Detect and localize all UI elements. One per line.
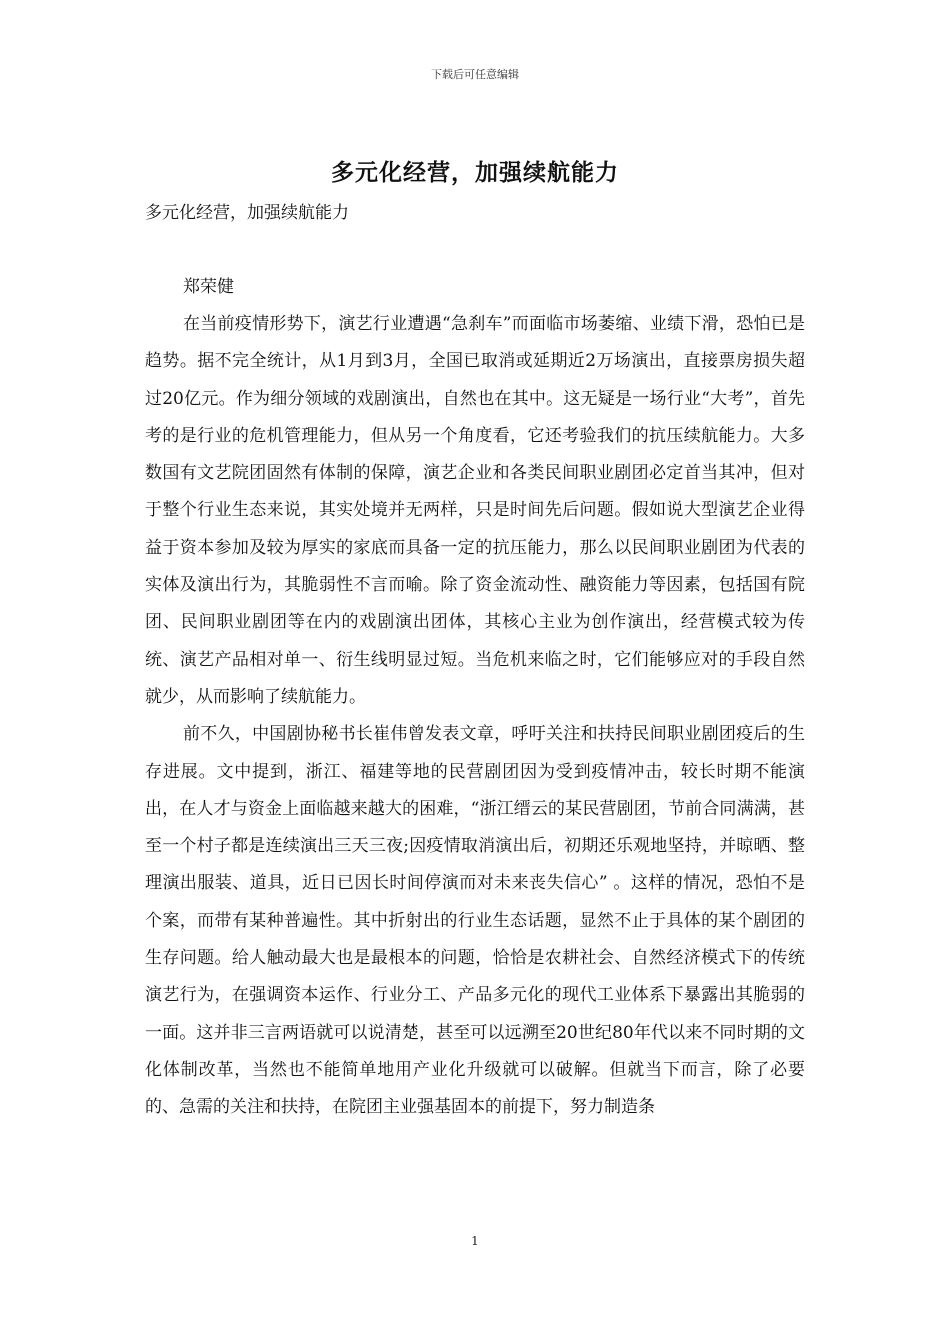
paragraph: 前不久，中国剧协秘书长崔伟曾发表文章，呼吁关注和扶持民间职业剧团疫后的生存进展。文中提到，浙江、福建等地的民营剧团因为受到疫情冲击，较长时期不能演出，在人才与资金上面临越来越大的困难，“浙江缙云的某民营剧团，节前合同满满，甚至一个村子都是连续演出三天三夜;因疫情取消演出后，初期还乐观地坚持，并晾晒、整理演出服装、道具，近日已因长时间停演而对未来丧失信心” 。这样的情况，恐怕不是个案，而带有某种普遍性。其中折射出的行业生态话题，显然不止于具体的某个剧团的生存问题。给人触动最大也是最根本的问题，恰恰是农耕社会、自然经济模式下的传统演艺行为，在强调资本运作、行业分工、产品多元化的现代工业体系下暴露出其脆弱的一面。这并非三言两语就可以说清楚，甚至可以远溯至20世纪80年代以来不同时期的文化体制改革，当然也不能简单地用产业化升级就可以破解。但就当下而言，除了必要的、急需的关注和扶持，在院团主业强基固本的前提下，努力制造条 — [145, 724, 805, 1118]
document-subtitle: 多元化经营，加强续航能力 — [145, 203, 349, 223]
header-note: 下载后可任意编辑 — [431, 68, 519, 81]
page-number: 1 — [471, 1234, 479, 1248]
paragraph: 在当前疫情形势下，演艺行业遭遇“急刹车”而面临市场萎缩、业绩下滑，恐怕已是趋势。据不完全统计，从1月到3月，全国已取消或延期近2万场演出，直接票房损失超过20亿元。作为细分领域的戏剧演出，自然也在其中。这无疑是一场行业“大考”，首先考的是行业的危机管理能力，但从另一个角度看，它还考验我们的抗压续航能力。大多数国有文艺院团固然有体制的保障，演艺企业和各类民间职业剧团必定首当其冲，但对于整个行业生态来说，其实处境并无两样，只是时间先后问题。假如说大型演艺企业得益于资本参加及较为厚实的家底而具备一定的抗压能力，那么以民间职业剧团为代表的实体及演出行为，其脆弱性不言而喻。除了资金流动性、融资能力等因素，包括国有院团、民间职业剧团等在内的戏剧演出团体，其核心主业为创作演出，经营模式较为传统、演艺产品相对单一、衍生线明显过短。当危机来临之时，它们能够应对的手段自然就少，从而影响了续航能力。 — [145, 314, 805, 707]
author-name: 郑荣健 — [183, 277, 234, 297]
document-title: 多元化经营，加强续航能力 — [331, 160, 619, 186]
article-body — [145, 306, 805, 1127]
